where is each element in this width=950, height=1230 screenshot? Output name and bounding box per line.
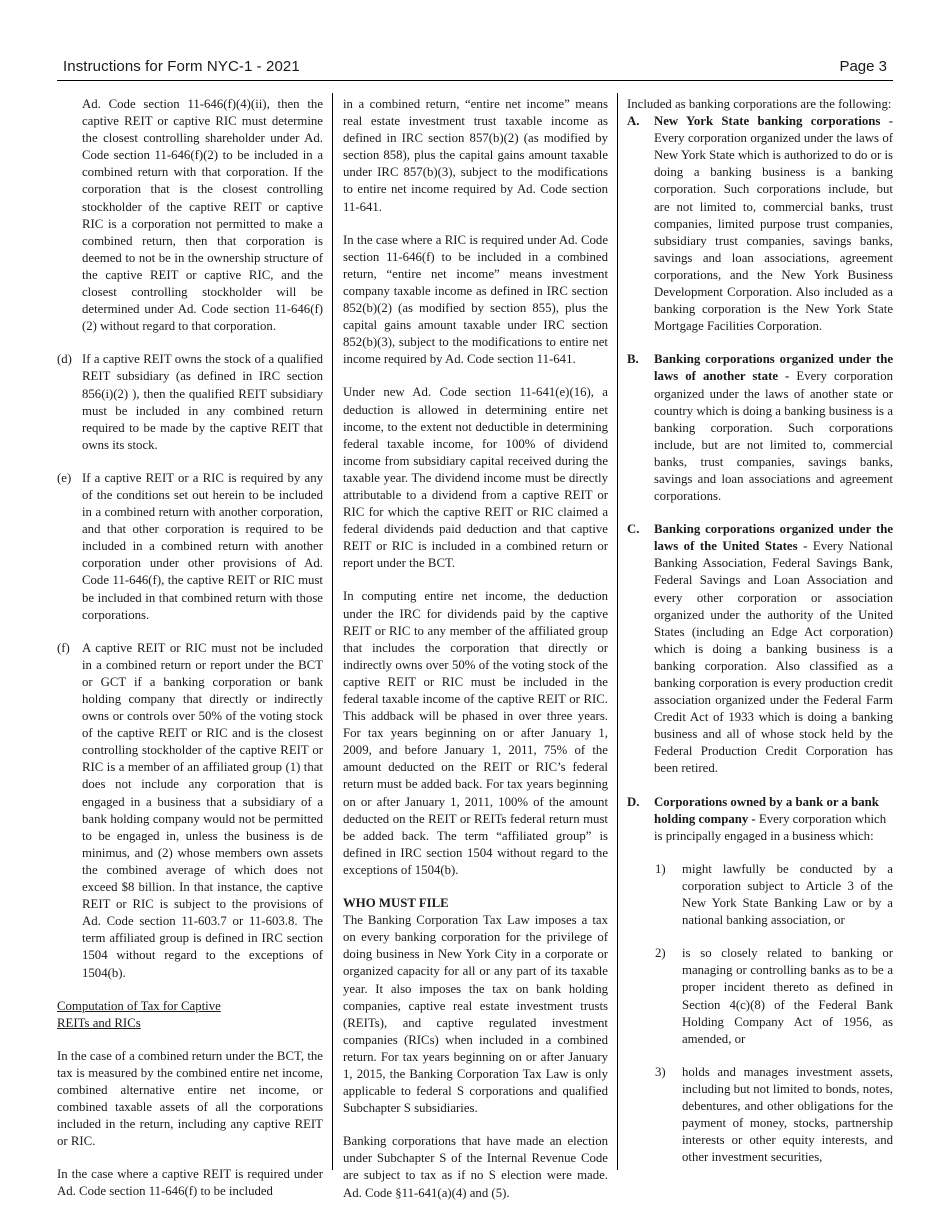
list-marker: A.	[627, 114, 640, 129]
list-item-text: A captive REIT or RIC must not be included in a combined return or report under the BCT or GCT if a banking corporation or bank holding company that directly or indirectly owns or controls over 50% of the voting stock of the captive REIT or RIC and is the closest controlling stockholder of the captive REIT or RIC is a member of an affiliated group (1) that does not include any corporation that is engaged in a business that a subsidiary of a bank holding company would not be permitted to be engaged in, unless the business is de minimus, and (2) whose members own assets the combined average of which does not exceed $8 billion. In that instance, the captive REIT or RIC is subject to the provisions of Ad. Code section 11-603.7 or 11-603.8. The term affiliated group is defined in IRC section 1504 without regard to the exceptions of 1504(b).	[82, 640, 323, 980]
paragraph: In computing entire net income, the deduction under the IRC for dividends paid by the captive REIT or RIC to any member of the affiliated group that includes the corporation that directly or indirectly owns over 50% of the voting stock of the captive REIT or RIC must be included in the federal taxable income of the captive REIT or RIC. This addback will be phased in over three years. For tax years beginning on or after January 1, 2009, and before January 1, 2011, 75% of the amount deducted on the REIT or RIC’s federal return must be added back. For tax years beginning on or after January 1, 2011, 100% of the amount deducted on the REIT or REITs federal return must be added back. The term “affiliated group” is defined in IRC section 1504 without regard to the exceptions of 1504(b).	[343, 589, 608, 877]
list-item-text: is so closely related to banking or managing or controlling banks as to be a proper incident thereto as defined in Section 4(c)(8) of the Federal Bank Holding Company Act of 1956, as amended, or	[682, 946, 893, 1046]
list-item-text	[654, 113, 893, 335]
paragraph: In the case where a RIC is required under Ad. Code section 11-646(f) to be included in a combined return, “entire net income” means investment company taxable income as defined in IRC section 852(b)(2) (as modified by section 855), plus the capital gains amount taxable under IRC section 852(b)(3), subject to the modifications to entire net income required by Ad. Code section 11-641.	[343, 232, 608, 367]
sub-list-item-2	[627, 945, 893, 1048]
paragraph: Included as banking corporations are the following:	[627, 97, 892, 111]
paragraph: In the case where a captive REIT is required under Ad. Code section 11-646(f) to be included	[57, 1167, 323, 1199]
section-heading-line: Computation of Tax for Captive	[57, 998, 221, 1013]
item-heading: New York State banking corporations -	[654, 114, 893, 129]
list-marker: (e)	[57, 470, 72, 485]
list-item-text: holds and manages investment assets, including but not limited to bonds, notes, debentures, and other obligations for the payment of money, stocks, partnership interests or other equity interests, and other investment securities,	[682, 1064, 893, 1165]
list-marker: B.	[627, 352, 639, 367]
list-item-text	[654, 351, 893, 505]
list-item-d	[57, 351, 323, 454]
column-1	[57, 96, 323, 1201]
item-body: Every corporation organized under the laws of another state or country which is doing a banking business is a banking corporation. Such corporations include, but are not limited to, commercial banks, trust companies, savings banks, savings and loan associations and agreement corporations.	[654, 369, 893, 504]
list-marker: 1)	[655, 861, 666, 876]
paragraph: In the case of a combined return under the BCT, the tax is measured by the combined entire net income, combined alternative entire net income, or combined taxable assets of all the corporations included in the return, including any captive REIT or RIC.	[57, 1048, 323, 1149]
sub-list-item-1	[627, 861, 893, 929]
list-marker: 2)	[655, 946, 666, 961]
list-item-d	[627, 794, 893, 845]
column-2	[343, 96, 608, 1202]
list-item-text	[654, 521, 893, 777]
list-marker: C.	[627, 522, 640, 537]
paragraph: The Banking Corporation Tax Law imposes a tax on every banking corporation for the privilege of doing business in New York City in a corporate or organized capacity for all or any part of its taxable year. It also imposes the tax on bank holding companies, captive real estate investment trusts (REITs), and captive regulated investment companies (RICs) when included in a combined return. For tax years beginning on or after January 1, 2015, the Banking Corporation Tax Law is only applicable to federal S corporations and qualified Subchapter S subsidiaries.	[343, 913, 608, 1116]
list-marker: (d)	[57, 352, 72, 367]
item-heading: Banking corporations organized under the laws of another state -	[654, 352, 893, 384]
item-body: Every National Banking Association, Federal Savings Bank, Federal Savings and Loan Association and every other corporation or association organized under the authority of the United States (including an Edge Act corporation) which is doing a banking business is a banking corporation. Also classified as a banking corporation is every production credit association organized under the Federal Farm Credit Act of 1933 which is doing a banking business and all of whose stock held by the Federal Production Credit Corporation has been retired.	[654, 539, 893, 776]
section-heading-line: REITs and RICs	[57, 1015, 141, 1030]
paragraph: in a combined return, “entire net income” means real estate investment trust taxable income as defined in IRC section 857(b)(2) (as modified by section 858), plus the capital gains amount taxable under IRC 857(b)(3), subject to the modifications to entire net income required by Ad. Code section 11-641.	[343, 97, 608, 214]
list-item-b	[627, 351, 893, 505]
list-marker: 3)	[655, 1064, 666, 1079]
list-item-text: If a captive REIT or a RIC is required by any of the conditions set out herein to be included in a combined return with another corporation, and that other corporation is required to be included in a combined return with another corporation under other provisions of Ad. Code 11-646(f), the captive REIT or RIC must be included in that combined return with those corporations.	[82, 470, 323, 622]
list-item-text: might lawfully be conducted by a corporation subject to Article 3 of the New York State Banking Law or by a national banking association, or	[682, 861, 893, 928]
item-body: Every corporation which is principally engaged in a business which:	[654, 811, 887, 843]
section-heading	[57, 998, 323, 1032]
column-3	[627, 96, 893, 1166]
item-heading: Banking corporations organized under the laws of the United States -	[654, 522, 893, 554]
paragraph: Ad. Code section 11-646(f)(4)(ii), then the captive REIT or captive RIC must determine the closest controlling shareholder under Ad. Code section 11-646(f)(2) to be included in a combined return with that corporation. If the corporation that is the closest controlling stockholder of the captive REIT or captive RIC is a corporation not permitted to make a combined return, then that corporation is deemed to not be in the ownership structure of the captive REIT or captive RIC, and the closest controlling stockholder will be determined under Ad. Code section 11-646(f)(2) without regard to that corporation.	[82, 97, 323, 334]
sub-list-item-3	[627, 1064, 893, 1167]
item-heading: Corporations owned by a bank or a bank holding company -	[654, 794, 879, 826]
column-divider	[332, 93, 333, 1170]
section-heading: WHO MUST FILE	[343, 896, 449, 911]
paragraph: Under new Ad. Code section 11-641(e)(16), a deduction is allowed in determining entire net income, to the extent not deductible in determining federal taxable income, for 100% of dividend income from subsidiary capital received during the taxable year. The dividend income must be directly attributable to a dividend from a captive REIT or RIC for which the captive REIT or RIC claimed a federal dividends paid deduction and that captive REIT or RIC is included in a combined return or report under the BCT.	[343, 385, 608, 571]
list-item-f	[57, 640, 323, 982]
column-divider	[617, 93, 618, 1170]
item-body: Every corporation organized under the laws of New York State which is authorized to do or is doing a banking business is a banking corporation. Such corporations include, but are not limited to, commercial banks, trust companies, limited purpose trust companies, subsidiary trust companies, savings banks, savings and loan associations, agreement corporations, and the New York Business Development Corporation. Also included as a banking corporation is the New York State Mortgage Facilities Corporation.	[654, 131, 893, 334]
list-marker: (f)	[57, 640, 70, 655]
paragraph: Banking corporations that have made an election under Subchapter S of the Internal Revenue Code are subject to tax as if no S election were made. Ad. Code §11-641(a)(4) and (5).	[343, 1134, 608, 1200]
document-title: Instructions for Form NYC-1 - 2021	[63, 58, 300, 75]
list-item-text: If a captive REIT owns the stock of a qualified REIT subsidiary (as defined in IRC section 856(i)(2) ), then the qualified REIT subsidiary must be included in any combined return required to be made by the captive REIT that owns its stock.	[82, 352, 323, 452]
list-item-e	[57, 470, 323, 624]
list-item-text	[654, 794, 893, 845]
list-item-c	[627, 521, 893, 777]
list-item-a	[627, 113, 893, 335]
page-header	[57, 54, 893, 81]
list-marker: D.	[627, 794, 640, 809]
page-number: Page 3	[839, 58, 887, 75]
